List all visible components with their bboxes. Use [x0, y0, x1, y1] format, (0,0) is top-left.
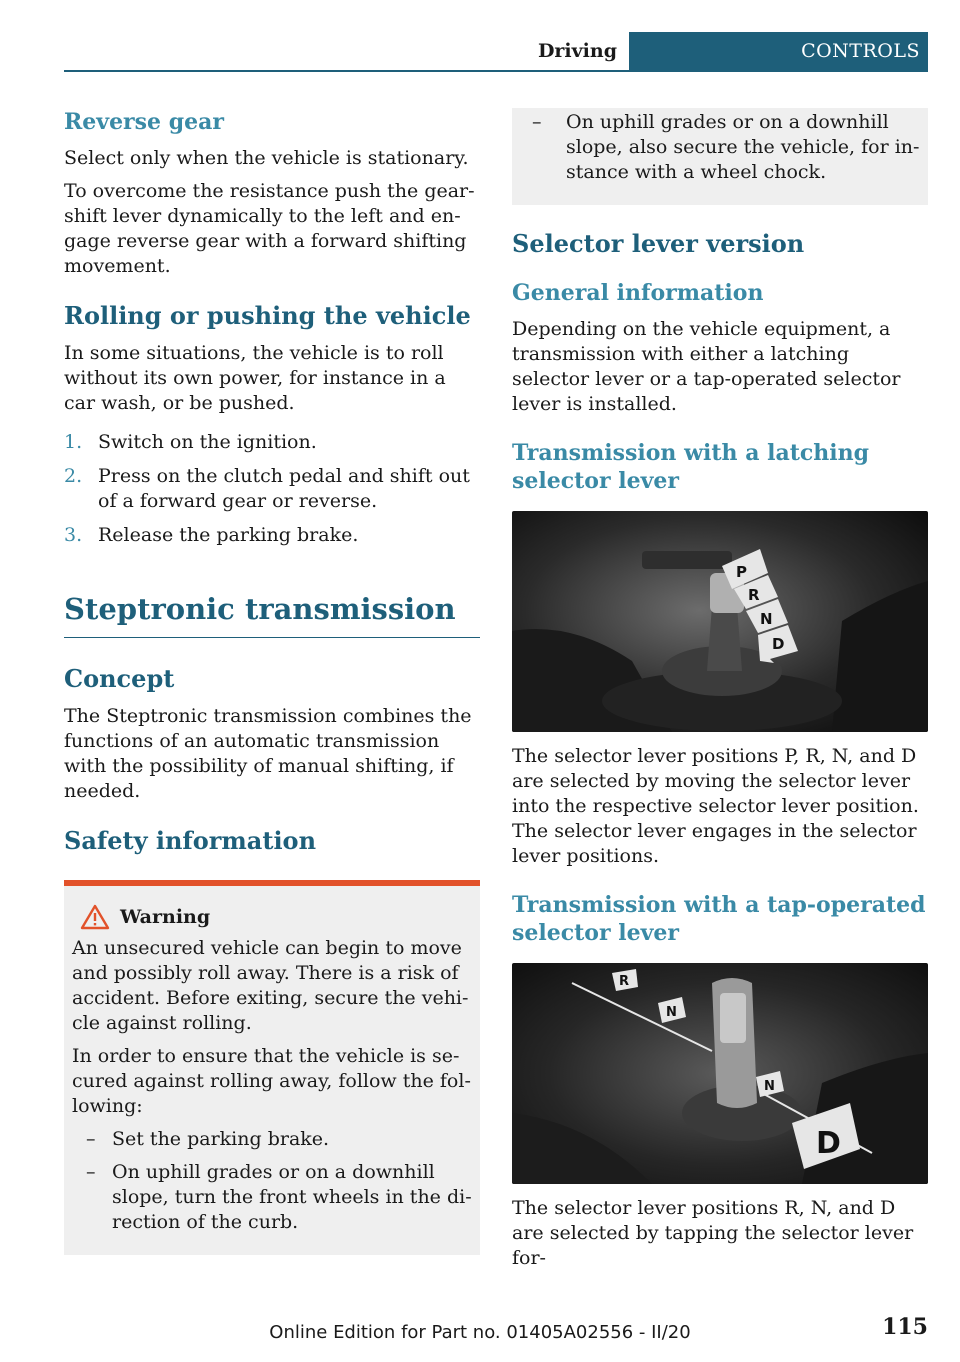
general-info-heading: General information — [512, 280, 764, 306]
left-column — [64, 108, 480, 1255]
page-number: 115 — [882, 1314, 928, 1340]
warning-continuation-box — [512, 108, 928, 205]
warning-p2: In order to ensure that the vehicle is secured against rolling away, follow the following: — [72, 1045, 471, 1117]
selector-lever-heading: Selector lever version — [512, 229, 805, 258]
warning-box — [64, 880, 480, 1255]
latching-p1: The selector lever positions P, R, N, and D are selected by moving the selector lever into the respective selector lever position. The selector lever engages in the selector lever positions. — [512, 745, 919, 867]
step-item — [64, 464, 480, 514]
tap-letter-n2: N — [764, 1079, 775, 1094]
page-header — [64, 32, 928, 72]
reverse-gear-heading: Reverse gear — [64, 109, 224, 135]
tap-heading: Transmission with a tap-operated selector lever — [512, 892, 926, 946]
general-info-p1: Depending on the vehicle equipment, a transmission with either a latching selector lever or a tap-operated selector lever is installed. — [512, 318, 901, 415]
step-item — [64, 430, 480, 455]
list-item-text: On uphill grades or on a downhill slope, also secure the vehicle, for instance with a wheel chock. — [566, 111, 920, 183]
reverse-gear-p1: Select only when the vehicle is stationary. — [64, 147, 469, 169]
lever-letter-r: R — [748, 586, 760, 604]
safety-heading: Safety information — [64, 826, 317, 855]
header-chapter: CONTROLS — [629, 32, 928, 70]
list-item — [72, 1127, 472, 1152]
tap-letter-r: R — [619, 974, 630, 989]
tap-lever-image — [512, 963, 928, 1184]
right-column — [512, 108, 928, 1279]
rolling-heading: Rolling or pushing the vehicle — [64, 301, 471, 330]
lever-letter-p: P — [736, 563, 747, 581]
tap-p1: The selector lever positions R, N, and D are selected by tapping the selector lever for- — [512, 1197, 914, 1269]
tap-letter-d: D — [816, 1126, 841, 1161]
warning-p1: An unsecured vehicle can begin to move and possibly roll away. There is a risk of accident. Before exiting, secure the vehicle against rolling. — [72, 937, 469, 1034]
step-number: 1. — [64, 431, 83, 453]
concept-p1: The Steptronic transmission combines the functions of an automatic transmission with the possibility of manual shifting, if needed. — [64, 705, 472, 802]
rolling-p1: In some situations, the vehicle is to roll without its own power, for instance in a car wash, or be pushed. — [64, 342, 446, 414]
reverse-gear-p2: To overcome the resistance push the gearshift lever dynamically to the left and engage reverse gear with a forward shifting movement. — [64, 180, 475, 277]
lever-letter-n: N — [760, 610, 773, 628]
rolling-steps — [64, 430, 480, 548]
warning-list-continued — [520, 110, 920, 185]
warning-title: Warning — [120, 906, 211, 928]
list-item — [520, 110, 920, 185]
warning-header — [72, 904, 472, 930]
warning-triangle-icon — [80, 904, 110, 930]
header-rule — [64, 70, 928, 72]
latching-lever-image — [512, 511, 928, 732]
step-item — [64, 523, 480, 548]
dash-marker: – — [86, 1128, 96, 1150]
header-section: Driving — [537, 40, 617, 62]
warning-list — [72, 1127, 472, 1235]
lever-letter-d: D — [772, 635, 785, 653]
footer-edition: Online Edition for Part no. 01405A02556 - II/20 — [269, 1322, 691, 1343]
step-text: Press on the clutch pedal and shift out of a forward gear or reverse. — [98, 465, 470, 512]
dash-marker: – — [86, 1161, 96, 1183]
step-number: 3. — [64, 524, 83, 546]
tap-letter-n1: N — [666, 1005, 677, 1020]
dash-marker: – — [532, 111, 542, 133]
list-item-text: Set the parking brake. — [112, 1128, 330, 1150]
list-item-text: On uphill grades or on a downhill slope, turn the front wheels in the direction of the curb. — [112, 1161, 472, 1233]
list-item — [72, 1160, 472, 1235]
step-text: Release the parking brake. — [98, 524, 359, 546]
step-number: 2. — [64, 465, 83, 487]
concept-heading: Concept — [64, 664, 175, 693]
step-text: Switch on the ignition. — [98, 431, 317, 453]
steptronic-heading: Steptronic transmission — [64, 591, 480, 638]
page-footer — [0, 1310, 960, 1350]
latching-heading: Transmission with a latching selector lever — [512, 440, 870, 494]
